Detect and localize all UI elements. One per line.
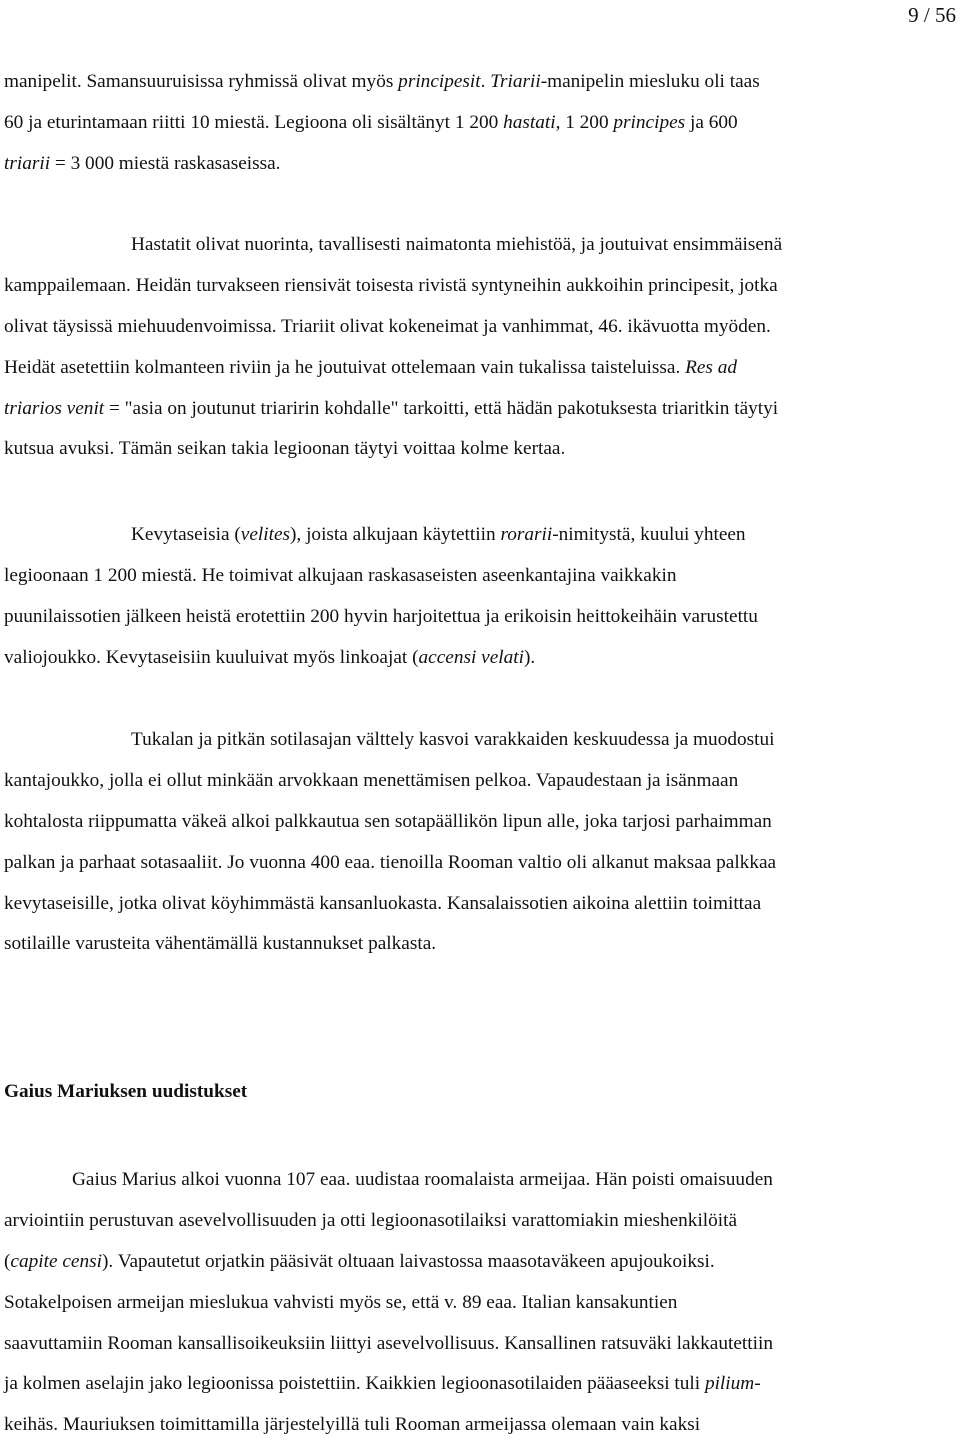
paragraph — [4, 1160, 956, 1446]
text-line — [4, 1242, 956, 1283]
text-segment: Kevytaseisia ( — [131, 524, 241, 545]
text-segment: 60 ja eturintamaan riitti 10 miestä. Legioona oli sisältänyt 1 200 — [4, 111, 504, 133]
text-line — [4, 638, 956, 679]
text-segment: ja 600 — [685, 111, 738, 133]
italic-text: velites — [240, 524, 291, 545]
text-segment: = 3 000 miestä raskasaseissa. — [50, 152, 281, 174]
text-line — [4, 307, 956, 348]
text-line — [4, 429, 956, 470]
text-segment: Heidät asetettiin kolmanteen riviin ja he joutuivat ottelemaan vain tukalissa taisteluissa. — [4, 356, 686, 378]
text-segment: ). — [523, 646, 536, 668]
text-segment: kevytaseisille, jotka olivat köyhimmästä kansanluokasta. Kansalaissotien aikoina alettiin toimittaa — [4, 892, 762, 914]
text-segment: Gaius Marius alkoi vuonna 107 eaa. uudistaa roomalaista armeijaa. Hän poisti omaisuuden — [72, 1169, 773, 1190]
text-segment: , 1 200 — [555, 111, 614, 133]
text-segment: ). Vapautetut orjatkin pääsivät oltuaan laivastossa maasotaväkeen apujoukoiksi. — [101, 1250, 715, 1272]
text-segment: ( — [4, 1250, 11, 1272]
text-segment: keihäs. Mauriuksen toimittamilla järjestelyillä tuli Rooman armeijassa olemaan vain kaksi — [4, 1414, 701, 1436]
text-segment: - — [754, 1373, 761, 1395]
text-segment: legioonaan 1 200 miestä. He toimivat alkujaan raskasaseisten aseenkantajina vaikkakin — [4, 564, 677, 586]
text-line — [4, 515, 956, 556]
text-line — [4, 556, 956, 597]
text-line — [4, 266, 956, 307]
text-line — [4, 597, 956, 638]
text-line — [4, 1364, 956, 1405]
text-line — [4, 62, 956, 103]
paragraph — [4, 515, 956, 679]
italic-text: principes — [613, 111, 686, 133]
text-line — [4, 843, 956, 884]
text-segment: palkan ja parhaat sotasaaliit. Jo vuonna 400 eaa. tienoilla Rooman valtio oli alkanut maksaa palkkaa — [4, 851, 777, 873]
italic-text: Triarii — [490, 71, 541, 92]
italic-text: pilium — [704, 1373, 755, 1395]
italic-text: accensi velati — [418, 646, 524, 668]
page-number: 9 / 56 — [908, 3, 956, 27]
text-line — [4, 348, 956, 389]
text-line — [4, 1160, 956, 1201]
text-segment: ja kolmen aselajin jako legioonissa poistettiin. Kaikkien legioonasotilaiden pääaseeksi tuli — [4, 1373, 705, 1395]
paragraph — [4, 62, 956, 185]
text-line — [4, 884, 956, 925]
italic-text: principesit — [398, 71, 481, 92]
text-line — [4, 761, 956, 802]
text-segment: Hastatit olivat nuorinta, tavallisesti naimatonta miehistöä, ja joutuivat ensimmäisenä — [131, 234, 783, 255]
italic-text: rorarii — [500, 524, 553, 545]
text-line — [4, 720, 956, 761]
text-segment: kantajoukko, jolla ei ollut minkään arvokkaan menettämisen pelkoa. Vapaudestaan ja isänmaan — [4, 769, 739, 791]
text-line — [4, 103, 956, 144]
text-segment: olivat täysissä miehuudenvoimissa. Triariit olivat kokeneimat ja vanhimmat, 46. ikävuotta myöden. — [4, 315, 771, 337]
text-segment: puunilaissotien jälkeen heistä erotettiin 200 hyvin harjoitettua ja erikoisin heittokeihäin varustettu — [4, 605, 758, 627]
text-line — [4, 144, 956, 185]
italic-text: triarii — [4, 152, 51, 174]
italic-text: capite censi — [10, 1250, 102, 1272]
text-line — [4, 225, 956, 266]
text-segment: Sotakelpoisen armeijan mieslukua vahvisti myös se, että v. 89 eaa. Italian kansakuntien — [4, 1291, 678, 1313]
italic-text: Res ad — [685, 356, 738, 378]
paragraph — [4, 225, 956, 470]
text-segment: sotilaille varusteita vähentämällä kustannukset palkasta. — [4, 933, 437, 955]
text-line — [4, 924, 956, 965]
text-segment: kamppailemaan. Heidän turvakseen riensivät toisesta rivistä syntyneihin aukkoihin principesit, jotka — [4, 274, 778, 296]
paragraph — [4, 720, 956, 965]
text-segment: kutsua avuksi. Tämän seikan takia legioonan täytyi voittaa kolme kertaa. — [4, 438, 566, 460]
text-line — [4, 1324, 956, 1365]
text-segment: = "asia on joutunut triaririn kohdalle" tarkoitti, että hädän pakotuksesta triaritkin täytyi — [104, 397, 779, 419]
text-line — [4, 802, 956, 843]
text-line — [4, 1283, 956, 1324]
text-segment: arviointiin perustuvan asevelvollisuuden ja otti legioonasotilaiksi varattomiakin mieshenkilöitä — [4, 1209, 738, 1231]
text-segment: ), joista alkujaan käytettiin — [290, 524, 501, 545]
text-line — [4, 389, 956, 430]
text-segment: saavuttamiin Rooman kansallisoikeuksiin liittyi asevelvollisuus. Kansallinen ratsuväki lakkautettiin — [4, 1332, 773, 1354]
text-segment: manipelit. Samansuuruisissa ryhmissä olivat myös — [4, 71, 399, 92]
italic-text: hastati — [503, 111, 556, 133]
italic-text: triarios venit — [4, 397, 105, 419]
text-segment: kohtalosta riippumatta väkeä alkoi palkkautua sen sotapäällikön lipun alle, joka tarjosi parhaimman — [4, 810, 772, 832]
text-segment: -manipelin miesluku oli taas — [540, 71, 760, 92]
text-segment: valiojoukko. Kevytaseisiin kuuluivat myös linkoajat ( — [4, 646, 419, 668]
text-segment: . — [480, 71, 491, 92]
text-segment: Tukalan ja pitkän sotilasajan välttely kasvoi varakkaiden keskuudessa ja muodostui — [131, 729, 775, 750]
text-segment: -nimitystä, kuului yhteen — [552, 524, 746, 545]
section-heading: Gaius Mariuksen uudistukset — [4, 1081, 248, 1102]
text-line — [4, 1201, 956, 1242]
